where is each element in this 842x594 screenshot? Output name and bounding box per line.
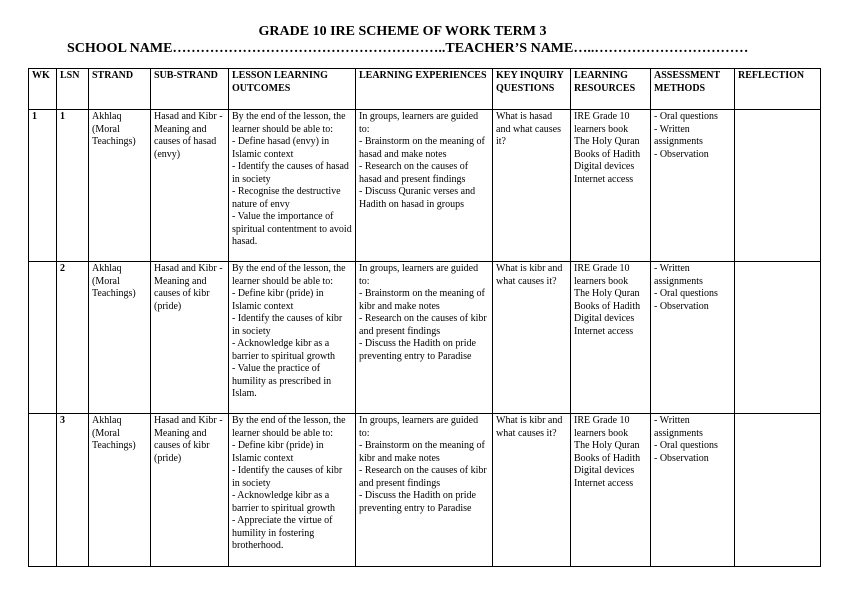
cell-resources-line: IRE Grade 10 learners book <box>574 415 630 439</box>
cell-week: 1 <box>29 110 57 262</box>
cell-sub-strand: Hasad and Kibr - Meaning and causes of kibr (pride) <box>151 262 229 414</box>
header-reflection: REFLECTION <box>735 69 821 110</box>
cell-assessment-line: - Oral questions <box>654 111 718 122</box>
cell-experiences-line: - Discuss the Hadith on pride preventing entry to Paradise <box>359 490 476 514</box>
header-lsn: LSN <box>57 69 89 110</box>
cell-outcomes-line: By the end of the lesson, the learner should be able to: <box>232 111 346 135</box>
cell-resources-line: Books of Hadith <box>574 452 641 464</box>
cell-experiences <box>356 110 493 262</box>
header-key-questions: KEY INQUIRY QUESTIONS <box>493 69 571 110</box>
cell-assessment-line: - Observation <box>654 300 709 312</box>
cell-sub-strand: Hasad and Kibr - Meaning and causes of kibr (pride) <box>151 414 229 567</box>
cell-outcomes-line: - Identify the causes of hasad in society <box>232 161 349 185</box>
cell-resources-line: Digital devices <box>574 465 635 476</box>
cell-key-question: What is hasad and what causes it? <box>493 110 571 262</box>
cell-sub-strand: Hasad and Kibr - Meaning and causes of hasad (envy) <box>151 110 229 262</box>
header-experiences: LEARNING EXPERIENCES <box>356 69 493 110</box>
cell-resources-line: Books of Hadith <box>574 148 641 160</box>
cell-outcomes-line: - Define kibr (pride) in Islamic context <box>232 440 324 464</box>
header-strand: STRAND <box>89 69 151 110</box>
cell-resources <box>571 262 651 414</box>
cell-experiences-line: - Brainstorm on the meaning of kibr and make notes <box>359 440 485 464</box>
cell-resources-line: Digital devices <box>574 161 635 172</box>
cell-strand: Akhlaq (Moral Teachings) <box>89 110 151 262</box>
cell-experiences-line: - Discuss the Hadith on pride preventing entry to Paradise <box>359 338 476 362</box>
cell-outcomes-line: - Value the importance of spiritual contentment to avoid hasad. <box>232 211 352 247</box>
cell-resources-line: Books of Hadith <box>574 300 641 312</box>
cell-experiences-line: In groups, learners are guided to: <box>359 263 479 287</box>
cell-resources <box>571 414 651 567</box>
cell-assessment-line: - Observation <box>654 452 709 464</box>
cell-reflection <box>735 262 821 414</box>
cell-outcomes-line: - Value the practice of humility as prescribed in Islam. <box>232 363 332 399</box>
cell-outcomes-line: - Recognise the destructive nature of envy <box>232 186 341 210</box>
cell-experiences-line: - Research on the causes of kibr and present findings <box>359 313 487 337</box>
cell-outcomes-line: - Acknowledge kibr as a barrier to spiritual growth <box>232 338 336 362</box>
cell-resources <box>571 110 651 262</box>
cell-resources-line: IRE Grade 10 learners book <box>574 263 630 287</box>
cell-strand: Akhlaq (Moral Teachings) <box>89 414 151 567</box>
cell-reflection <box>735 414 821 567</box>
cell-lesson: 1 <box>57 110 89 262</box>
header-resources: LEARNING RESOURCES <box>571 69 651 110</box>
header-wk: WK <box>29 69 57 110</box>
cell-lesson: 2 <box>57 262 89 414</box>
cell-resources-line: The Holy Quran <box>574 288 640 299</box>
cell-outcomes <box>229 262 356 414</box>
cell-outcomes-line: - Define hasad (envy) in Islamic context <box>232 136 330 160</box>
cell-assessment <box>651 414 735 567</box>
scheme-of-work-table <box>28 68 821 567</box>
cell-strand: Akhlaq (Moral Teachings) <box>89 262 151 414</box>
table-row <box>29 414 821 567</box>
cell-experiences-line: In groups, learners are guided to: <box>359 111 479 135</box>
cell-assessment-line: - Written assignments <box>654 415 703 439</box>
cell-experiences-line: - Discuss Quranic verses and Hadith on hasad in groups <box>359 186 476 210</box>
cell-outcomes-line: By the end of the lesson, the learner should be able to: <box>232 415 346 439</box>
cell-outcomes <box>229 110 356 262</box>
cell-outcomes-line: - Identify the causes of kibr in society <box>232 313 343 337</box>
cell-outcomes-line: - Identify the causes of kibr in society <box>232 465 343 489</box>
cell-experiences-line: - Brainstorm on the meaning of hasad and make notes <box>359 136 485 160</box>
cell-outcomes <box>229 414 356 567</box>
cell-outcomes-line: - Acknowledge kibr as a barrier to spiritual growth <box>232 490 336 514</box>
cell-experiences <box>356 414 493 567</box>
cell-resources-line: Internet access <box>574 173 634 185</box>
cell-week <box>29 262 57 414</box>
document-title: GRADE 10 IRE SCHEME OF WORK TERM 3 <box>258 24 547 39</box>
cell-assessment <box>651 110 735 262</box>
cell-outcomes-line: - Appreciate the virtue of humility in fostering brotherhood. <box>232 515 333 551</box>
header-sub-strand: SUB-STRAND <box>151 69 229 110</box>
cell-resources-line: IRE Grade 10 learners book <box>574 111 630 135</box>
cell-lesson: 3 <box>57 414 89 567</box>
header-assessment: ASSESSMENT METHODS <box>651 69 735 110</box>
cell-resources-line: Internet access <box>574 325 634 337</box>
cell-resources-line: Internet access <box>574 477 634 489</box>
cell-key-question: What is kibr and what causes it? <box>493 414 571 567</box>
cell-outcomes-line: - Define kibr (pride) in Islamic context <box>232 288 324 312</box>
cell-assessment-line: - Written assignments <box>654 263 703 287</box>
table-row <box>29 262 821 414</box>
cell-experiences-line: - Research on the causes of kibr and present findings <box>359 465 487 489</box>
cell-key-question: What is kibr and what causes it? <box>493 262 571 414</box>
cell-resources-line: The Holy Quran <box>574 440 640 451</box>
cell-assessment <box>651 262 735 414</box>
cell-resources-line: Digital devices <box>574 313 635 324</box>
cell-reflection <box>735 110 821 262</box>
cell-assessment-line: - Observation <box>654 148 709 160</box>
cell-outcomes-line: By the end of the lesson, the learner should be able to: <box>232 263 346 287</box>
cell-assessment-line: - Oral questions <box>654 440 718 451</box>
cell-resources-line: The Holy Quran <box>574 136 640 147</box>
cell-experiences-line: - Research on the causes of hasad and present findings <box>359 161 469 185</box>
cell-week <box>29 414 57 567</box>
cell-experiences <box>356 262 493 414</box>
header-outcomes: LESSON LEARNING OUTCOMES <box>229 69 356 110</box>
cell-assessment-line: - Written assignments <box>654 123 703 147</box>
cell-experiences-line: - Brainstorm on the meaning of kibr and make notes <box>359 288 485 312</box>
table-row <box>29 110 821 262</box>
cell-assessment-line: - Oral questions <box>654 288 718 299</box>
cell-experiences-line: In groups, learners are guided to: <box>359 415 479 439</box>
school-teacher-line: SCHOOL NAME…………………………………………………..TEACHER’S NAME…..…………………………… <box>67 41 749 56</box>
header-row <box>29 69 821 110</box>
